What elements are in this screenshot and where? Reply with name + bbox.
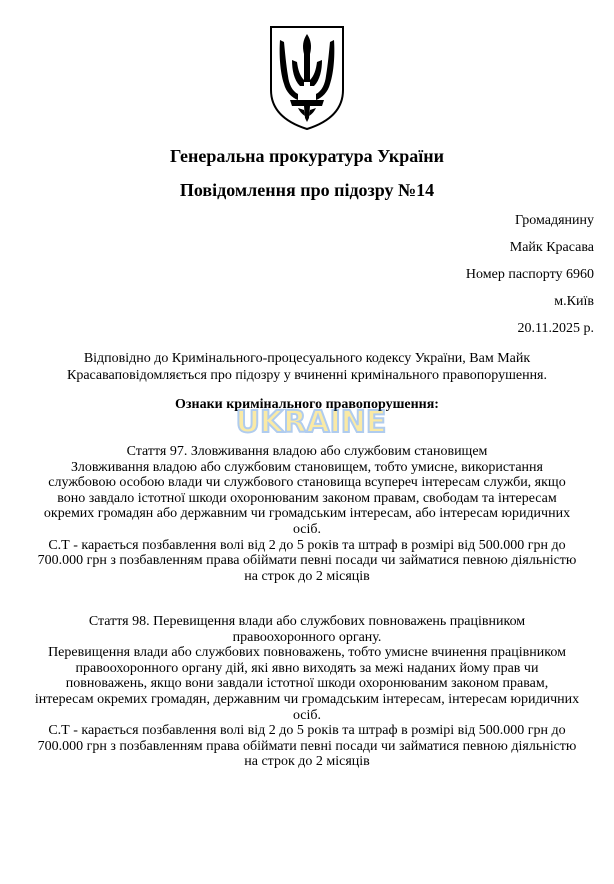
intro-line: Відповідно до Кримінального-процесуального кодексу України, Вам Майк xyxy=(83,351,531,366)
article-body-line: воно завдало істотної шкоди охоронюваним законом правам, свободам та інтересам xyxy=(57,490,557,506)
article-penalty-line: 700.000 грн з позбавленням права обіймати певні посади чи займатися певною діяльністю xyxy=(37,553,577,569)
notice-title: Повідомлення про підозру №14 xyxy=(179,180,435,200)
passport-number: Номер паспорту 6960 xyxy=(465,267,594,282)
article-penalty-line: С.Т - карається позбавлення волі від 2 до 5 років та штраф в розмірі від 500.000 грн до xyxy=(48,723,566,739)
recipient-name: Майк Красава xyxy=(509,240,594,255)
intro-line: Красаваповідомляється про підозру у вчиненні кримінального правопорушення. xyxy=(66,368,547,383)
article-heading: Стаття 98. Перевищення влади або службових повноважень працівником xyxy=(88,614,526,629)
article-body-line: окремих громадян або державним чи громадським інтересам, або інтересам юридичних xyxy=(43,506,571,522)
article-body-line: інтересам окремих громадян, державним чи громадським інтересам, інтересам юридичних xyxy=(34,691,580,707)
article-penalty-line: на строк до 2 місяців xyxy=(244,754,370,770)
crime-signs-title: Ознаки кримінального правопорушення: xyxy=(175,397,439,412)
article-body-line: повноважень, якщо вони завдали істотної шкоди охоронюваним законом правам, xyxy=(65,676,549,692)
article-heading: Стаття 97. Зловживання владою або службовим становищем xyxy=(126,444,488,459)
article-penalty-line: на строк до 2 місяців xyxy=(244,568,370,584)
article-penalty-line: 700.000 грн з позбавленням права обіймати певні посади чи займатися певною діяльністю xyxy=(37,738,577,754)
article-penalty-line: С.Т - карається позбавлення волі від 2 до 5 років та штраф в розмірі від 500.000 грн до xyxy=(48,537,566,553)
article-97 xyxy=(28,444,586,584)
article-body-line: правоохоронного органу дій, які явно виходять за межі наданих йому прав чи xyxy=(75,660,539,676)
document-date: 20.11.2025 р. xyxy=(517,321,594,336)
addressee-label: Громадянину xyxy=(515,213,594,228)
coat-of-arms-icon xyxy=(268,24,346,132)
organization-title: Генеральна прокуратура України xyxy=(169,146,445,166)
article-body-line: Зловживання владою або службовим становищем, тобто умисне, використання xyxy=(71,459,543,475)
watermark-text: UKRAINE xyxy=(235,405,387,440)
article-heading: правоохоронного органу. xyxy=(232,629,382,645)
city: м.Київ xyxy=(554,294,594,309)
article-body-line: осіб. xyxy=(292,707,322,723)
article-body-line: Перевищення влади або службових повноважень, тобто умисне вчинення працівником xyxy=(48,645,566,661)
article-98 xyxy=(28,614,586,770)
intro-paragraph xyxy=(40,350,574,384)
article-body-line: службовою особою влади чи службового становища всупереч інтересам служби, якщо xyxy=(48,475,566,491)
article-body-line: осіб. xyxy=(292,521,322,537)
